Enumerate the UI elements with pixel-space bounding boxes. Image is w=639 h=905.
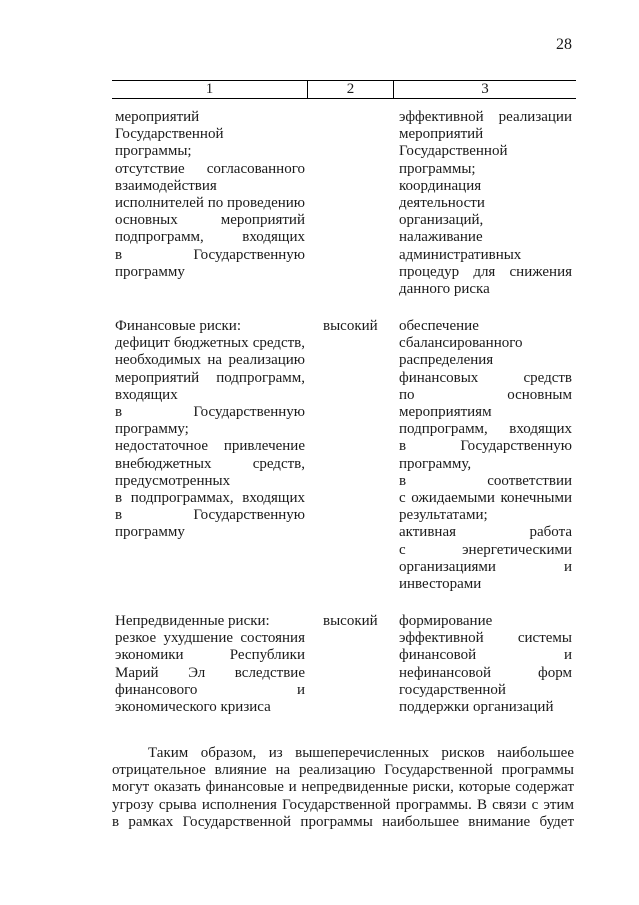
text-line: административных <box>399 246 522 263</box>
text-line: мероприятий подпрограмм, <box>115 369 305 386</box>
text-line: в Государственную <box>399 438 572 455</box>
text-line: отсутствие согласованного <box>115 160 305 177</box>
column-header-3: 3 <box>481 81 489 97</box>
text-line: в Государственную <box>115 246 305 263</box>
text-line: исполнителей по проведению <box>115 195 305 212</box>
text-line: основных мероприятий <box>115 212 305 229</box>
text-line: в Государственную <box>115 404 305 421</box>
closing-paragraph <box>112 745 574 831</box>
text-line: подпрограмм, входящих <box>115 229 305 246</box>
paragraph-line: могут оказать финансовые и непредвиденные риски, которые содержат <box>112 779 574 796</box>
text-line: предусмотренных <box>115 472 231 489</box>
page-number: 28 <box>556 36 572 53</box>
column-header-1: 1 <box>112 81 308 98</box>
text-line: деятельности <box>399 195 485 212</box>
text-line: Непредвиденные риски: <box>115 613 270 629</box>
risk-level <box>323 613 393 630</box>
text-line: программу, <box>399 455 472 472</box>
text-line: с энергетическими <box>399 541 572 558</box>
text-line: данного риска <box>399 281 490 298</box>
text-line: взаимодействия <box>115 177 217 194</box>
text-line: в подпрограммах, входящих <box>115 490 305 507</box>
text-line: Государственной <box>115 126 224 143</box>
text-line: обеспечение <box>399 318 479 334</box>
text-line: высокий <box>323 613 378 629</box>
text-line: процедур для снижения <box>399 263 572 280</box>
text-line: государственной <box>399 681 506 698</box>
text-line: результатами; <box>399 507 488 524</box>
text-line: программу; <box>115 421 189 438</box>
text-line: распределения <box>399 352 494 369</box>
text-line: мероприятиям <box>399 404 492 421</box>
paragraph-line: в рамках Государственной программы наибольшее внимание будет <box>112 813 574 830</box>
mitigation-measures <box>399 318 572 593</box>
paragraph-line: Таким образом, из вышеперечисленных рисков наибольшее <box>148 745 574 761</box>
text-line: Государственной <box>399 143 508 160</box>
risk-description <box>115 109 305 281</box>
text-line: сбалансированного <box>399 335 523 352</box>
text-line: необходимых на реализацию <box>115 352 305 369</box>
risk-description <box>115 613 305 716</box>
text-line: внебюджетных средств, <box>115 455 305 472</box>
text-line: экономического кризиса <box>115 699 271 716</box>
text-line: экономики Республики <box>115 647 305 664</box>
text-line: налаживание <box>399 229 483 246</box>
text-line: финансовых средств <box>399 369 572 386</box>
text-line: программу <box>115 263 185 280</box>
text-line: программу <box>115 524 185 541</box>
text-line: эффективной системы <box>399 630 572 647</box>
text-line: входящих <box>115 386 178 403</box>
text-line: в Государственную <box>115 507 305 524</box>
paragraph-line: отрицательное влияние на реализацию Государственной программы <box>112 762 574 779</box>
risk-description <box>115 318 305 542</box>
table-header <box>112 80 576 99</box>
text-line: Финансовые риски: <box>115 318 241 334</box>
text-line: финансовой и <box>399 647 572 664</box>
text-line: поддержки организаций <box>399 699 554 716</box>
text-line: дефицит бюджетных средств, <box>115 335 305 352</box>
text-line: программы; <box>399 160 476 177</box>
text-line: с ожидаемыми конечными <box>399 490 572 507</box>
text-line: мероприятий <box>399 126 484 143</box>
text-line: эффективной реализации <box>399 109 572 125</box>
risk-level <box>323 318 393 335</box>
text-line: резкое ухудшение состояния <box>115 630 305 647</box>
text-line: недостаточное привлечение <box>115 438 305 455</box>
column-header-2: 2 <box>308 81 394 98</box>
text-line: программы; <box>115 143 192 160</box>
text-line: высокий <box>323 318 378 334</box>
mitigation-measures <box>399 613 572 716</box>
text-line: Марий Эл вследствие <box>115 664 305 681</box>
text-line: мероприятий <box>115 109 200 125</box>
text-line: координация <box>399 177 482 194</box>
text-line: финансового и <box>115 681 305 698</box>
text-line: формирование <box>399 613 493 629</box>
text-line: нефинансовой форм <box>399 664 572 681</box>
paragraph-line: угрозу срыва исполнения Государственной программы. В связи с этим <box>112 796 574 813</box>
text-line: организаций, <box>399 212 484 229</box>
text-line: инвесторами <box>399 576 482 593</box>
text-line: активная работа <box>399 524 572 541</box>
text-line: организациями и <box>399 558 572 575</box>
text-line: подпрограмм, входящих <box>399 421 572 438</box>
mitigation-measures <box>399 109 572 298</box>
text-line: по основным <box>399 386 572 403</box>
text-line: в соответствии <box>399 472 572 489</box>
